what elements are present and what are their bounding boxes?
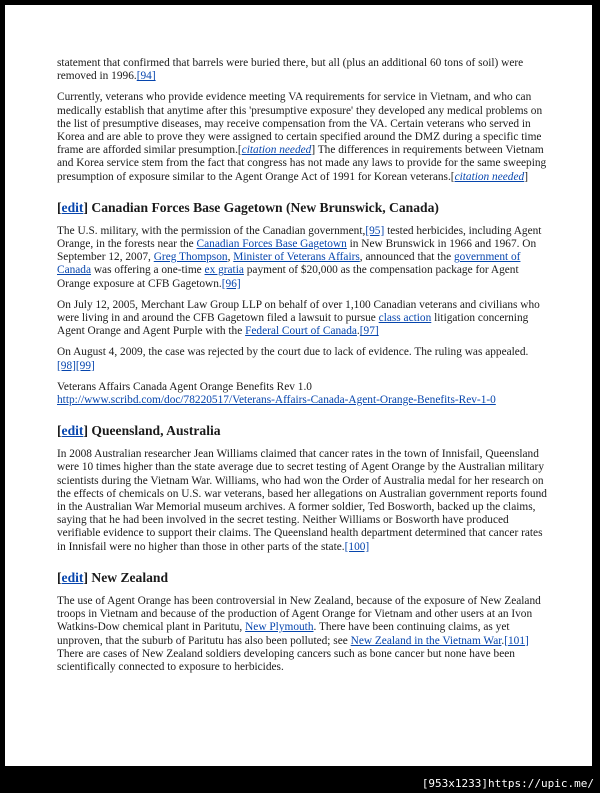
reference-link[interactable]: [101] <box>504 634 529 647</box>
reference-link[interactable]: [99] <box>75 359 95 372</box>
paragraph: On July 12, 2005, Merchant Law Group LLP on behalf of over 1,100 Canadian veterans and civilians who were living in and around the CFB Gagetown filed a lawsuit to pursue class action litigation concerning Agent Orange and Agent Purple with the Federal Court of Canada.[97] <box>57 298 540 338</box>
article-content <box>57 57 550 682</box>
link-greg-thompson[interactable]: Greg Thompson <box>153 251 228 264</box>
citation-needed-link[interactable]: citation needed <box>241 144 312 157</box>
paragraph: In 2008 Australian researcher Jean Williams claimed that cancer rates in the town of Innisfail, Queensland were 10 times higher than the state average due to secret testing of Agent Orange by the Australian military scientists during the Vietnam War. Williams, who had won the Order of Australia medal for her research on the effects of chemicals on U.S. war veterans, based her allegations on Australian government reports found in the Australian War Memorial museum archives. A former soldier, Ted Bosworth, backed up the claims, saying that he had been involved in the secret testing. Neither Williams or Bosworth have produced verifiable evidence to support their claims. The Queensland health department determined that cancer rates in Innisfail were no higher than those in other parts of the state.[100] <box>57 448 547 553</box>
edit-link[interactable]: edit <box>61 569 84 585</box>
link-nz-vietnam-war[interactable]: New Zealand in the Vietnam War <box>350 634 502 647</box>
reference-link[interactable]: [95] <box>365 224 385 237</box>
edit-link[interactable]: edit <box>61 423 84 439</box>
edit-link[interactable]: edit <box>61 199 84 215</box>
reference-link[interactable]: [96] <box>221 277 241 290</box>
image-host-watermark: [953x1233]https://upic.me/ <box>421 777 594 790</box>
section-heading-queensland: [edit] Queensland, Australia <box>57 423 221 439</box>
document-page <box>5 5 592 766</box>
section-heading-new-zealand: [edit] New Zealand <box>57 569 169 585</box>
link-new-plymouth[interactable]: New Plymouth <box>245 621 314 634</box>
paragraph: The use of Agent Orange has been controversial in New Zealand, because of the exposure of New Zealand troops in Vietnam and because of the production of Agent Orange for Vietnam and other users at an Ivon Watkins-Dow chemical plant in Paritutu, New Plymouth. There have been continuing claims, as yet unproven, that the suburb of Paritutu has also been polluted; see New Zealand in the Vietnam War.[101] There are cases of New Zealand soldiers developing cancers such as bone cancer but none have been scientifically connected to exposure to herbicides. <box>57 594 541 673</box>
link-government-of-canada[interactable]: government of Canada <box>57 251 521 277</box>
citation-needed-link[interactable]: citation needed <box>454 170 525 183</box>
reference-link[interactable]: [98] <box>57 359 76 372</box>
link-ex-gratia[interactable]: ex gratia <box>204 264 244 277</box>
reference-link[interactable]: [100] <box>344 540 370 553</box>
paragraph: On August 4, 2009, the case was rejected by the court due to lack of evidence. The ruling was appealed. [98][99] <box>57 346 529 372</box>
link-class-action[interactable]: class action <box>378 312 432 325</box>
section-heading-gagetown: [edit] Canadian Forces Base Gagetown (New Brunswick, Canada) <box>57 199 439 215</box>
paragraph: Veterans Affairs Canada Agent Orange Benefits Rev 1.0 http://www.scribd.com/doc/78220517/Veterans-Affairs-Canada-Agent-Orange-Benefits-Rev-1-0 <box>57 380 496 407</box>
reference-link[interactable]: [97] <box>359 325 379 338</box>
link-federal-court[interactable]: Federal Court of Canada <box>245 325 357 338</box>
scribd-url-link[interactable]: http://www.scribd.com/doc/78220517/Veterans-Affairs-Canada-Agent-Orange-Benefits-Rev-1-0 <box>57 394 496 407</box>
paragraph: Currently, veterans who provide evidence meeting VA requirements for service in Vietnam, and who can medically establish that anytime after this 'presumptive exposure' they developed any medical problems on the list of presumptive diseases, may receive compensation from the VA. Certain veterans who served in Korea and are able to prove they were assigned to certain specified around the DMZ during a specific time frame are afforded similar presumption.[citation needed] The differences in requirements between Vietnam and Korea service stem from the fact that congress has not made any laws to provide for the same sweeping presumption of exposure similar to the Agent Orange Act of 1991 for Korean veterans.[citation needed] <box>57 91 547 183</box>
link-cfb-gagetown[interactable]: Canadian Forces Base Gagetown <box>196 238 347 251</box>
reference-link[interactable]: [94] <box>136 70 156 83</box>
paragraph: statement that confirmed that barrels were buried there, but all (plus an additional 60 tons of soil) were removed in 1996.[94] <box>57 57 524 83</box>
paragraph: The U.S. military, with the permission of the Canadian government,[95] tested herbicides, including Agent Orange, in the forests near the Canadian Forces Base Gagetown in New Brunswick in 1966 and 1967. On September 12, 2007, Greg Thompson, Minister of Veterans Affairs, announced that the government of Canada was offering a one-time ex gratia payment of $20,000 as the compensation package for Agent Orange exposure at CFB Gagetown.[96] <box>57 224 542 290</box>
link-minister-veterans-affairs[interactable]: Minister of Veterans Affairs <box>233 251 360 264</box>
